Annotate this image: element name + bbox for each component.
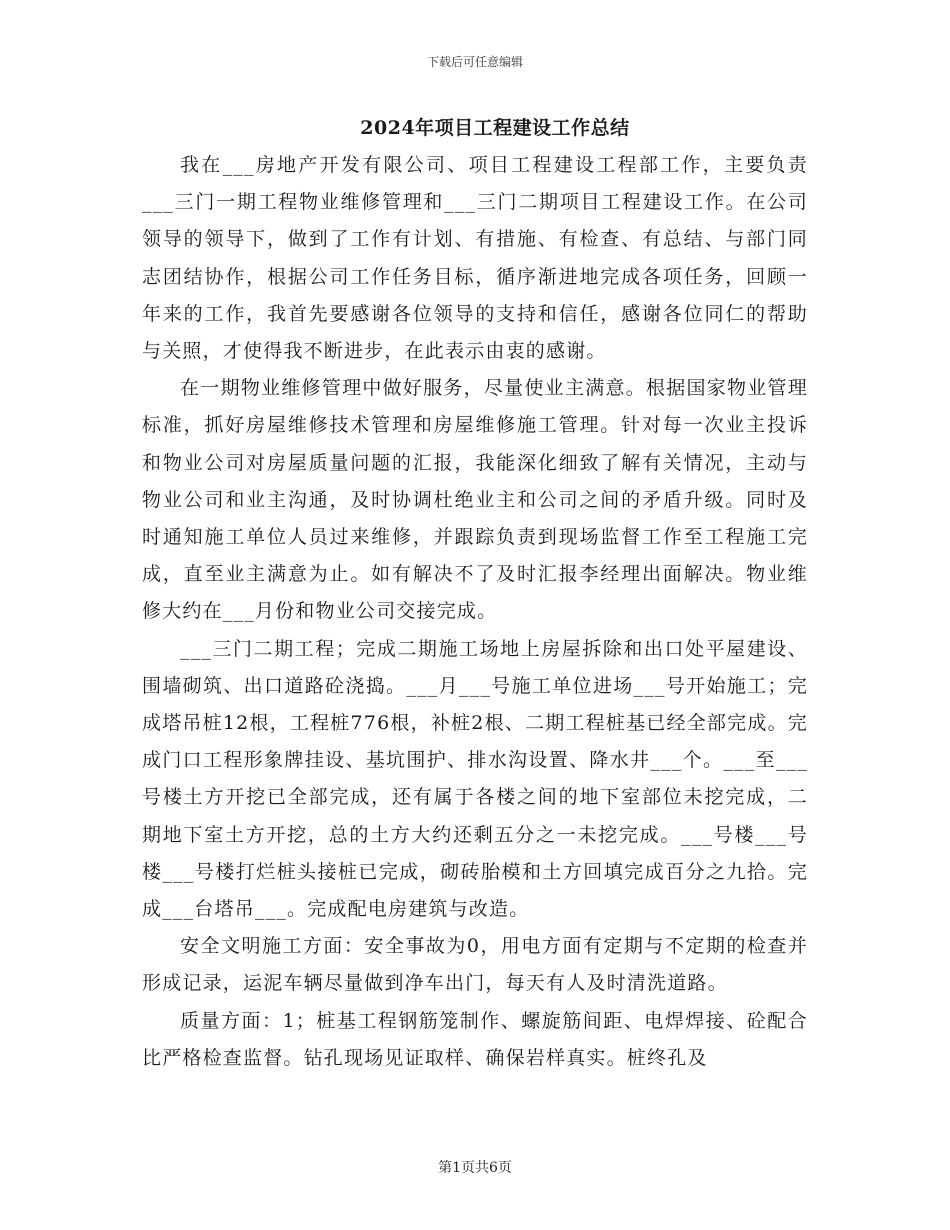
paragraph-phase-two: ___三门二期工程；完成二期施工场地上房屋拆除和出口处平屋建设、围墙砌筑、出口道路砼浇捣。___月___号施工单位进场___号开始施工；完成塔吊桩12根，工程桩776根，补桩2根、二期工程桩基已经全部完成。完成门口工程形象牌挂设、基坑围护、排水沟设置、降水井___个。___至___号楼土方开挖已全部完成，还有属于各楼之间的地下室部位未挖完成，二期地下室土方开挖，总的土方大约还剩五分之一未挖完成。___号楼___号楼___号楼打烂桩头接桩已完成，砌砖胎模和土方回填完成百分之九拾。完成___台塔吊___。完成配电房建筑与改造。 bbox=[142, 637, 808, 921]
paragraph-quality: 质量方面：1；桩基工程钢筋笼制作、螺旋筋间距、电焊焊接、砼配合比严格检查监督。钻孔现场见证取样、确保岩样真实。桩终孔及 bbox=[142, 1009, 808, 1069]
header-note: 下载后可任意编辑 bbox=[426, 55, 523, 69]
document-body bbox=[142, 147, 808, 1077]
page-number: 第1页共6页 bbox=[438, 1160, 512, 1176]
document-title: 2024年项目工程建设工作总结 bbox=[360, 117, 630, 139]
paragraph-safety: 安全文明施工方面：安全事故为0，用电方面有定期与不定期的检查并形成记录，运泥车辆尽量做到净车出门，每天有人及时清洗道路。 bbox=[142, 935, 808, 995]
paragraph-intro: 我在___房地产开发有限公司、项目工程建设工程部工作，主要负责___三门一期工程物业维修管理和___三门二期项目工程建设工作。在公司领导的领导下，做到了工作有计划、有措施、有检查、有总结、与部门同志团结协作，根据公司工作任务目标，循序渐进地完成各项任务，回顾一年来的工作，我首先要感谢各位领导的支持和信任，感谢各位同仁的帮助与关照，才使得我不断进步，在此表示由衷的感谢。 bbox=[142, 154, 808, 363]
paragraph-property-maintenance: 在一期物业维修管理中做好服务，尽量使业主满意。根据国家物业管理标准，抓好房屋维修技术管理和房屋维修施工管理。针对每一次业主投诉和物业公司对房屋质量问题的汇报，我能深化细致了解有关情况，主动与物业公司和业主沟通，及时协调杜绝业主和公司之间的矛盾升级。同时及时通知施工单位人员过来维修，并跟踪负责到现场监督工作至工程施工完成，直至业主满意为止。如有解决不了及时汇报李经理出面解决。物业维修大约在___月份和物业公司交接完成。 bbox=[142, 377, 808, 623]
